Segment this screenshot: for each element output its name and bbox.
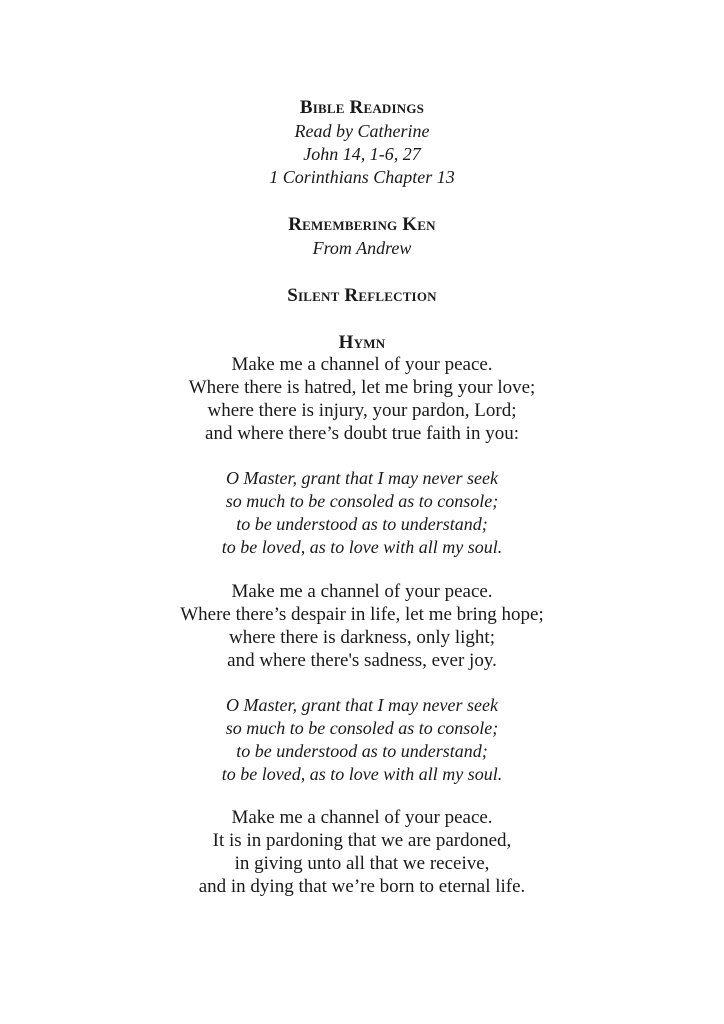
- chorus-line: to be loved, as to love with all my soul.: [221, 764, 503, 784]
- bible-readings-section: [0, 96, 724, 189]
- silent-reflection-section: [0, 284, 724, 308]
- verse-line: Where there’s despair in life, let me bring hope;: [180, 604, 544, 625]
- verse-line: where there is darkness, only light;: [229, 627, 495, 648]
- verse-line: and in dying that we’re born to eternal life.: [198, 876, 526, 897]
- verse-line: and where there’s doubt true faith in you:: [205, 423, 519, 444]
- verse-line: in giving unto all that we receive,: [234, 853, 490, 874]
- chorus-line: to be loved, as to love with all my soul.: [221, 537, 503, 557]
- silent-reflection-heading: Silent Reflection: [287, 285, 437, 306]
- chorus-line: O Master, grant that I may never seek: [226, 468, 498, 488]
- chorus-line: to be understood as to understand;: [236, 741, 488, 761]
- hymn-chorus-1: [0, 467, 724, 559]
- verse-line: Make me a channel of your peace.: [231, 354, 493, 375]
- reading-2: 1 Corinthians Chapter 13: [269, 167, 455, 187]
- verse-line: Make me a channel of your peace.: [231, 807, 493, 828]
- reading-1: John 14, 1-6, 27: [303, 144, 421, 164]
- hymn-verse-1: [0, 353, 724, 445]
- verse-line: Make me a channel of your peace.: [231, 581, 493, 602]
- hymn-chorus-2: [0, 694, 724, 786]
- hymn-heading: Hymn: [338, 332, 386, 353]
- chorus-line: O Master, grant that I may never seek: [226, 695, 498, 715]
- chorus-line: so much to be consoled as to console;: [225, 491, 499, 511]
- verse-line: It is in pardoning that we are pardoned,: [212, 830, 512, 851]
- chorus-line: to be understood as to understand;: [236, 514, 488, 534]
- hymn-verse-2: [0, 580, 724, 672]
- hymn-section: [0, 331, 724, 355]
- remembering-heading: Remembering Ken: [288, 214, 436, 235]
- verse-line: Where there is hatred, let me bring your love;: [188, 377, 536, 398]
- bible-readings-heading: Bible Readings: [299, 97, 425, 118]
- verse-line: and where there's sadness, ever joy.: [227, 650, 497, 671]
- hymn-verse-3: [0, 806, 724, 898]
- chorus-line: so much to be consoled as to console;: [225, 718, 499, 738]
- reader-name: Read by Catherine: [294, 121, 430, 141]
- verse-line: where there is injury, your pardon, Lord;: [207, 400, 517, 421]
- remembering-section: [0, 213, 724, 260]
- remembering-speaker: From Andrew: [312, 238, 412, 258]
